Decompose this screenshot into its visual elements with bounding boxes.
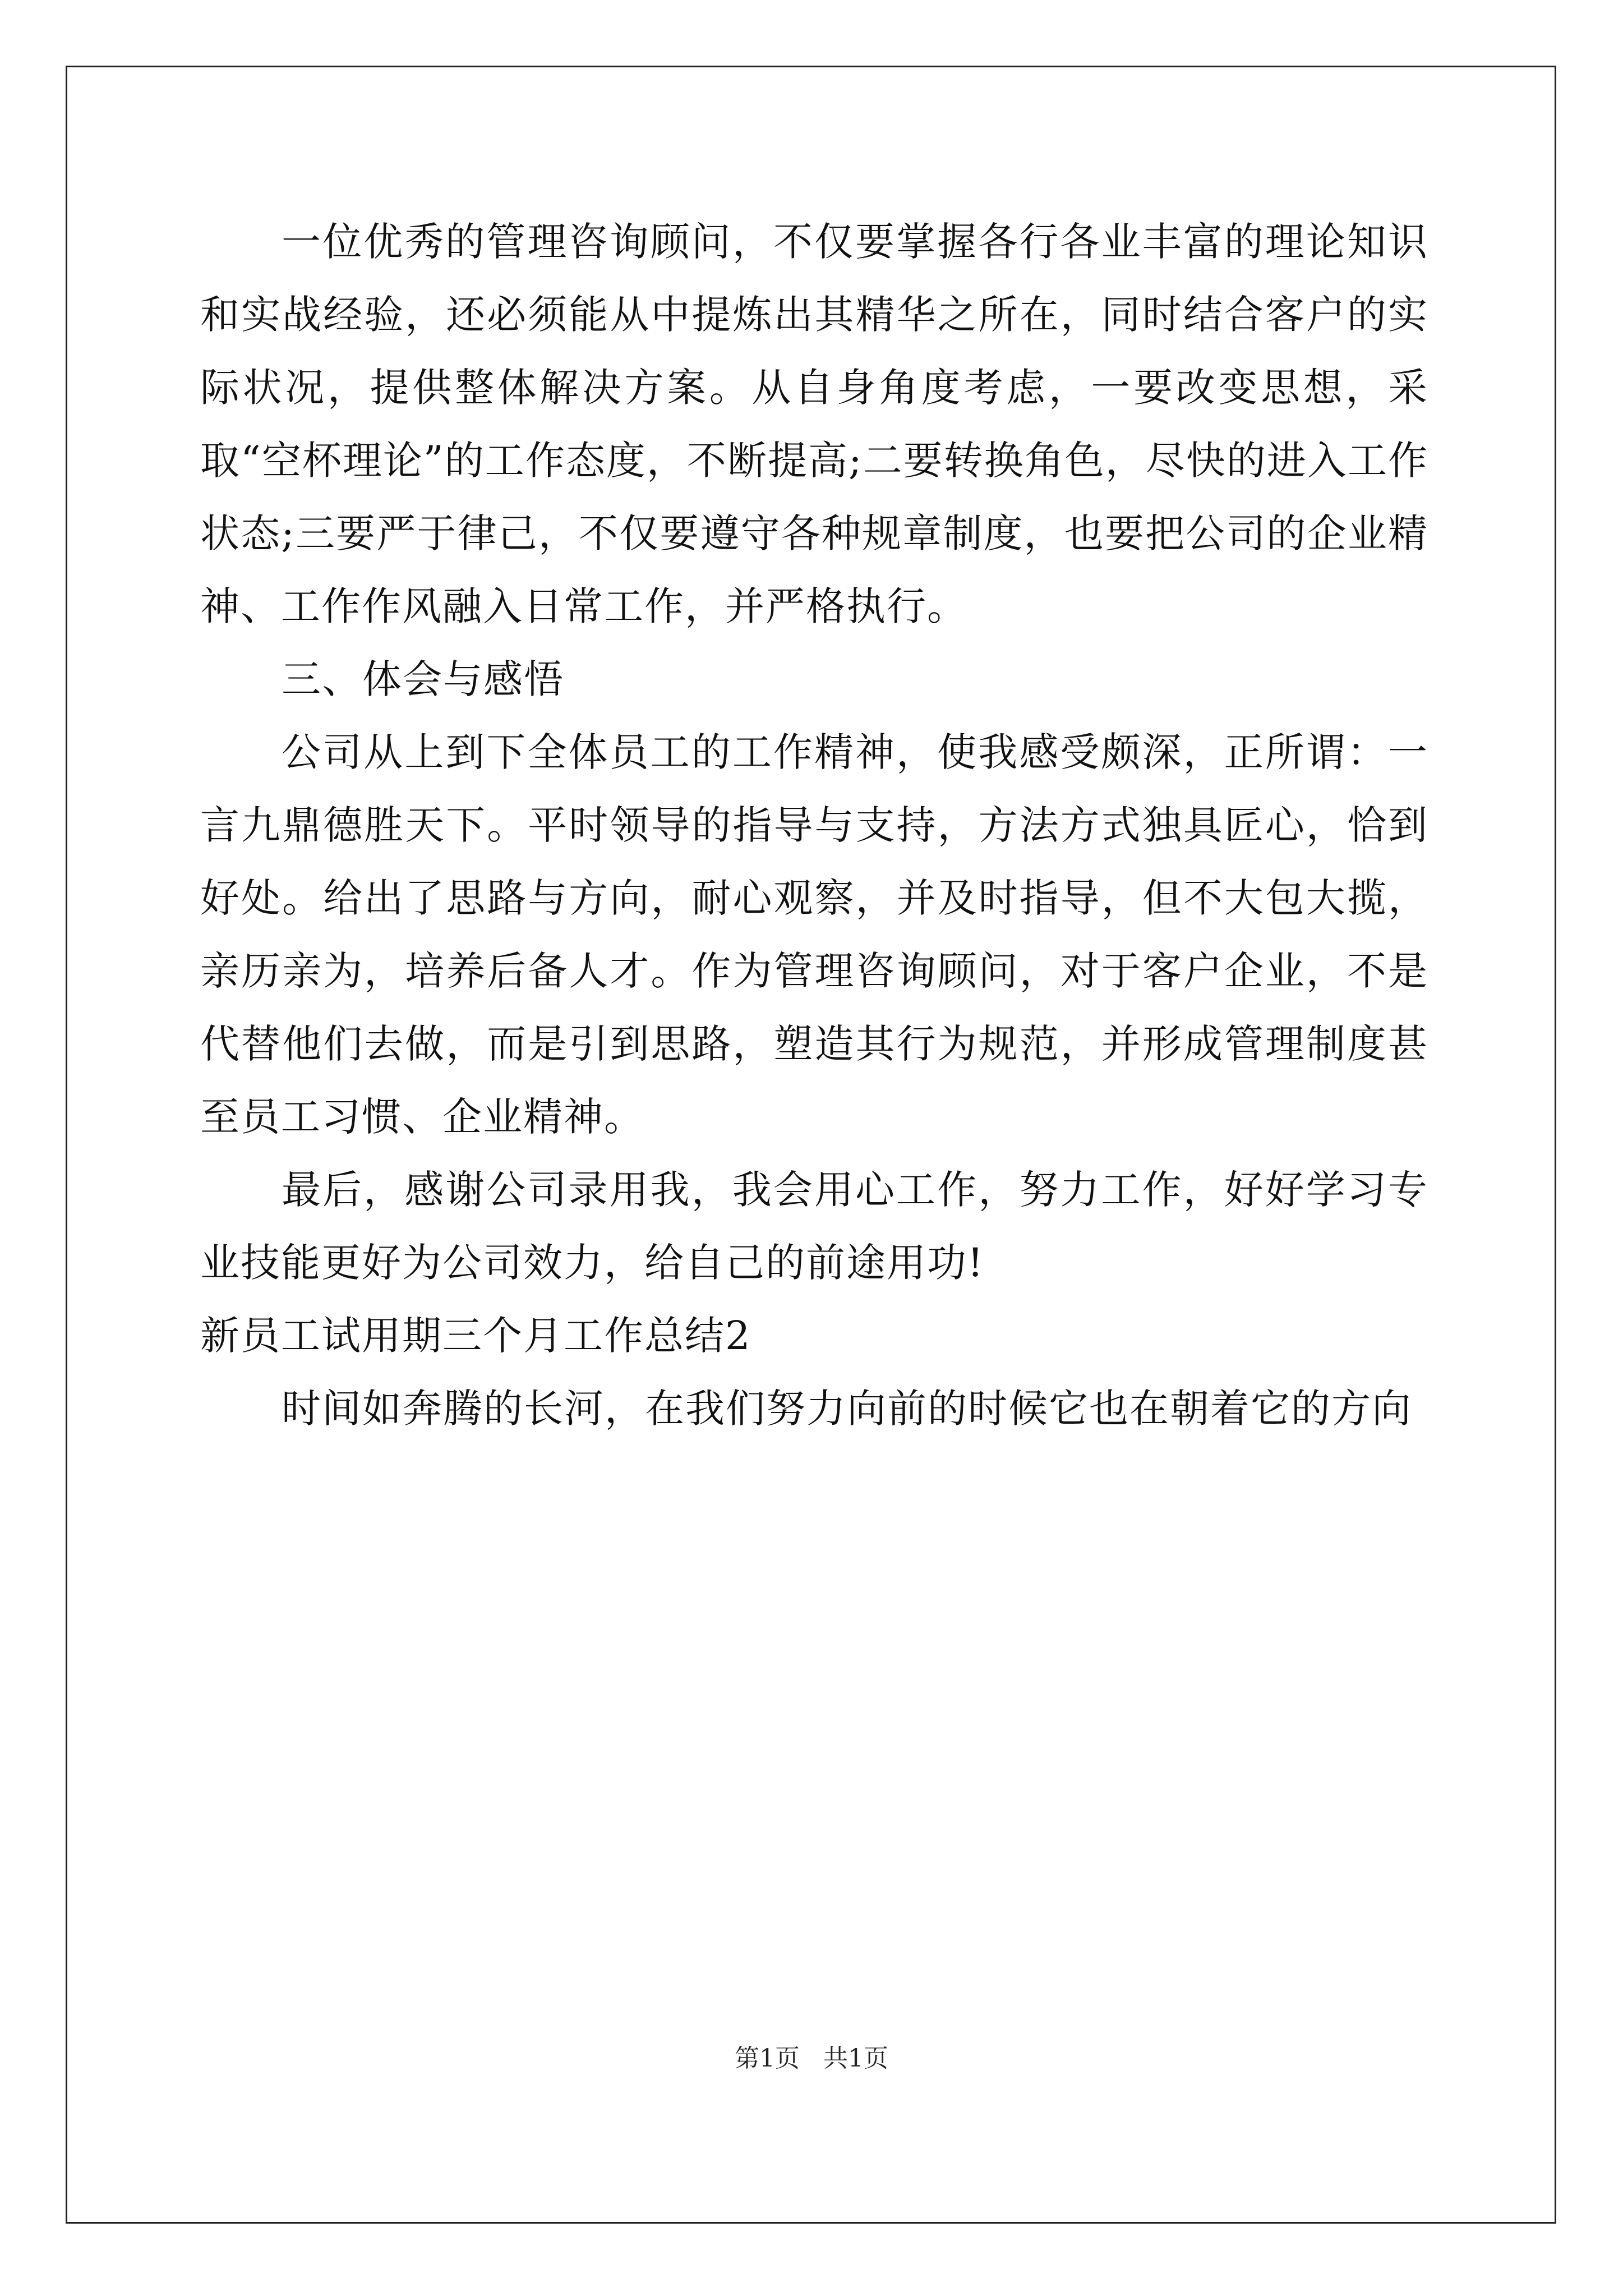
page-footer xyxy=(0,2042,1623,2076)
paragraph-consultant-requirements: 一位优秀的管理咨询顾问，不仅要掌握各行各业丰富的理论知识和实战经验，还必须能从中提炼出其精华之所在，同时结合客户的实际状况，提供整体解决方案。从自身角度考虑，一要改变思想，采取“空杯理论”的工作态度，不断提高;二要转换角色，尽快的进入工作状态;三要严于律己，不仅要遵守各种规章制度，也要把公司的企业精神、工作作风融入日常工作，并严格执行。 xyxy=(200,219,1428,629)
paragraph-time-river: 时间如奔腾的长河，在我们努力向前的时候它也在朝着它的方向 xyxy=(282,1386,1412,1432)
paragraph-closing-thanks: 最后，感谢公司录用我，我会用心工作，努力工作，好好学习专业技能更好为公司效力，给自己的前途用功! xyxy=(200,1167,1428,1286)
document-title-summary-2: 新员工试用期三个月工作总结2 xyxy=(200,1313,751,1359)
page-number-total: 共1页 xyxy=(823,2044,888,2073)
document-body xyxy=(200,205,1428,1445)
page-number-current: 第1页 xyxy=(735,2044,800,2073)
paragraph-company-spirit: 公司从上到下全体员工的工作精神，使我感受颇深，正所谓：一言九鼎德胜天下。平时领导的指导与支持，方法方式独具匠心，恰到好处。给出了思路与方向，耐心观察，并及时指导，但不大包大揽，亲历亲为，培养后备人才。作为管理咨询顾问，对于客户企业，不是代替他们去做，而是引到思路，塑造其行为规范，并形成管理制度甚至员工习惯、企业精神。 xyxy=(200,729,1428,1140)
section-heading-reflections: 三、体会与感悟 xyxy=(282,656,564,702)
